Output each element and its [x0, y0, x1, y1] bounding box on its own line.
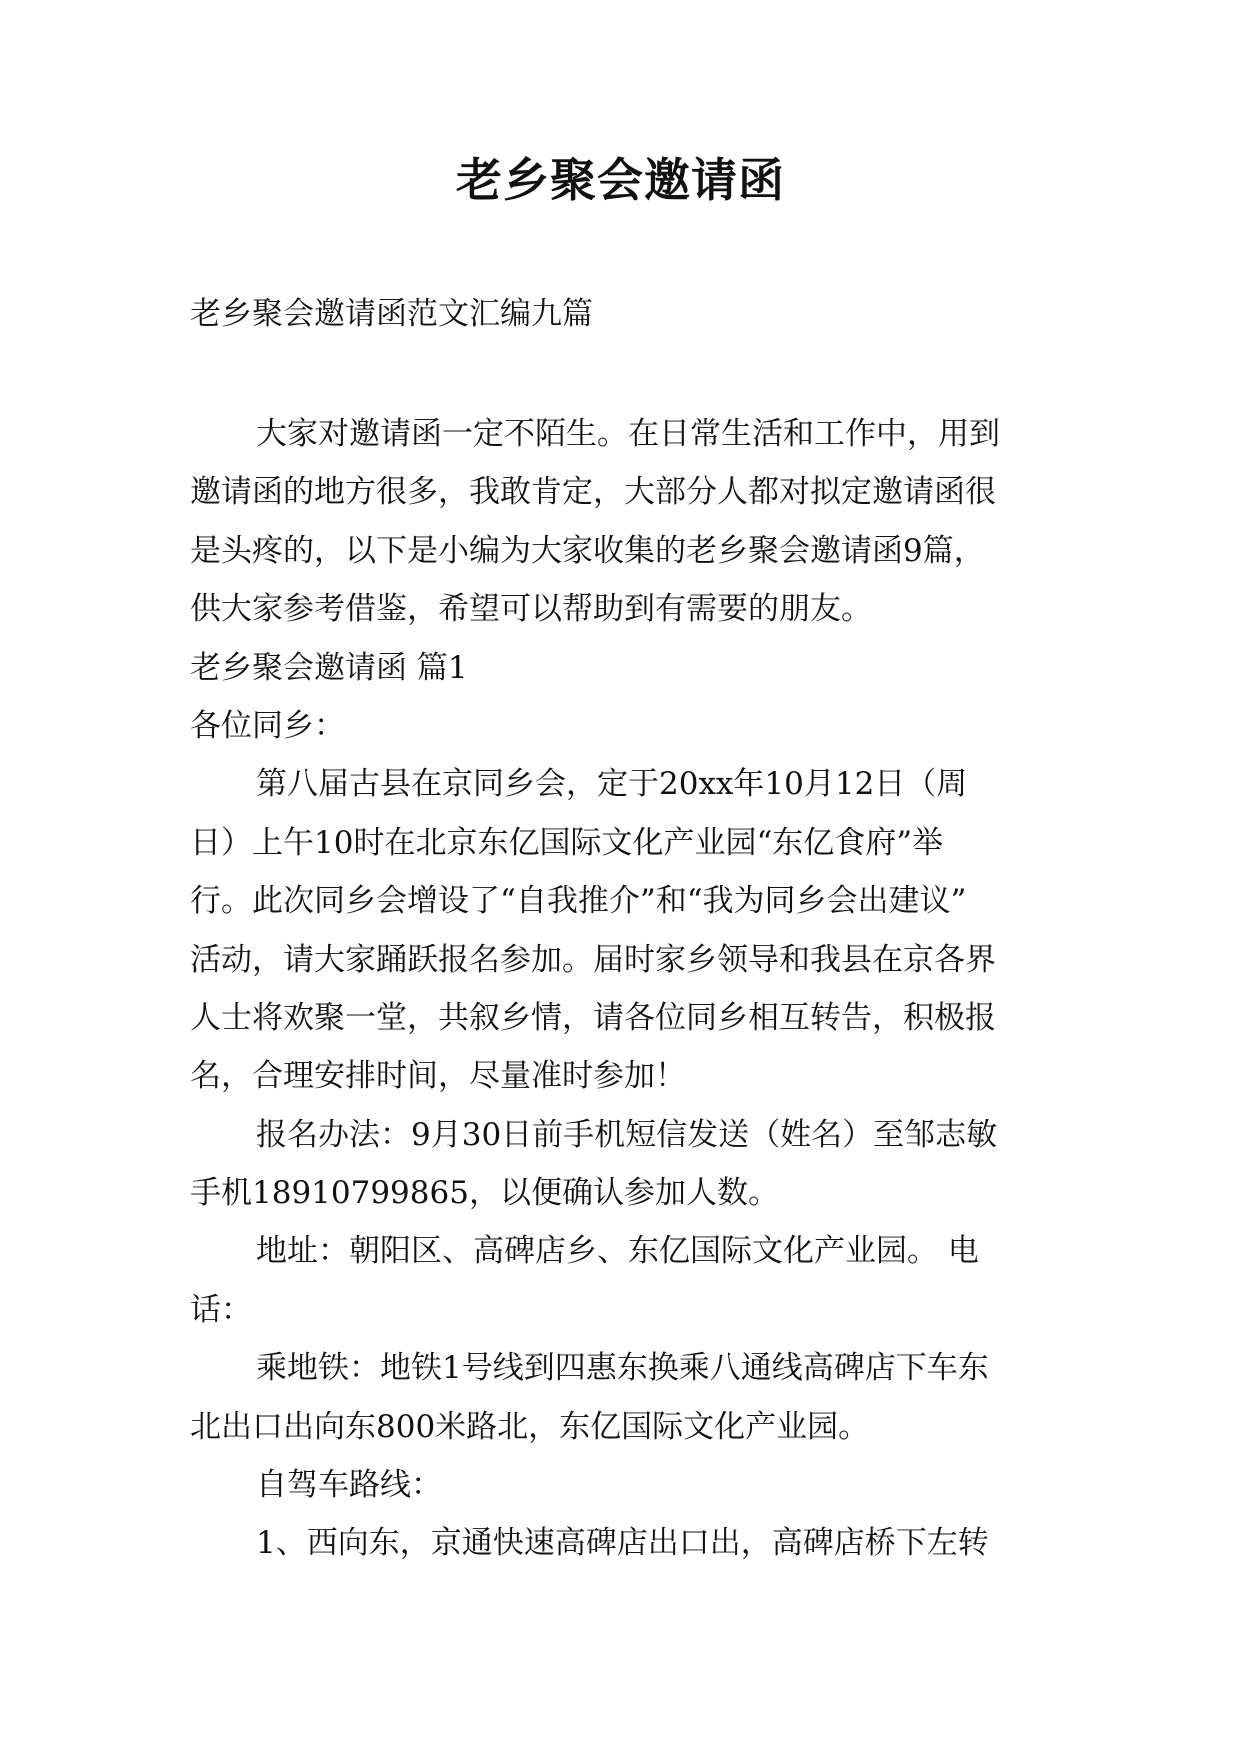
text-line: 日）上午10时在北京东亿国际文化产业园“东亿食府”举: [190, 824, 944, 861]
text-line: 邀请函的地方很多，我敢肯定，大部分人都对拟定邀请函很: [190, 474, 996, 511]
text-line: 报名办法：9月30日前手机短信发送（姓名）至邹志敏: [256, 1116, 998, 1153]
text-line: 自驾车路线：: [256, 1467, 442, 1504]
text-line: 北出口出向东800米路北，东亿国际文化产业园。: [190, 1408, 870, 1445]
document-title: 老乡聚会邀请函: [456, 153, 785, 207]
text-line: 是头疼的，以下是小编为大家收集的老乡聚会邀请函9篇，: [190, 532, 985, 569]
text-line: 1、西向东，京通快速高碑店出口出，高碑店桥下左转: [256, 1525, 989, 1562]
text-line: 话：: [190, 1291, 252, 1328]
text-line: 大家对邀请函一定不陌生。在日常生活和工作中，用到: [256, 416, 1000, 452]
text-line: 人士将欢聚一堂，共叙乡情，请各位同乡相互转告，积极报: [190, 999, 996, 1036]
text-line: 地址：朝阳区、高碑店乡、东亿国际文化产业园。 电: [256, 1233, 979, 1270]
text-line: 行。此次同乡会增设了“自我推介”和“我为同乡会出建议”: [190, 883, 967, 920]
text-line: 各位同乡：: [190, 707, 345, 744]
document-body: [190, 405, 1060, 1573]
text-line: 乘地铁：地铁1号线到四惠东换乘八通线高碑店下车东: [256, 1350, 989, 1387]
document-subtitle: 老乡聚会邀请函范文汇编九篇: [190, 296, 593, 332]
text-line: 第八届古县在京同乡会，定于20xx年10月12日（周: [256, 766, 968, 803]
text-line: 名，合理安排时间，尽量准时参加！: [190, 1058, 686, 1095]
text-line: 活动，请大家踊跃报名参加。届时家乡领导和我县在京各界: [190, 941, 996, 978]
text-line: 老乡聚会邀请函 篇1: [190, 649, 468, 686]
text-line: 供大家参考借鉴，希望可以帮助到有需要的朋友。: [190, 591, 872, 628]
text-line: 手机18910799865，以便确认参加人数。: [190, 1175, 779, 1212]
